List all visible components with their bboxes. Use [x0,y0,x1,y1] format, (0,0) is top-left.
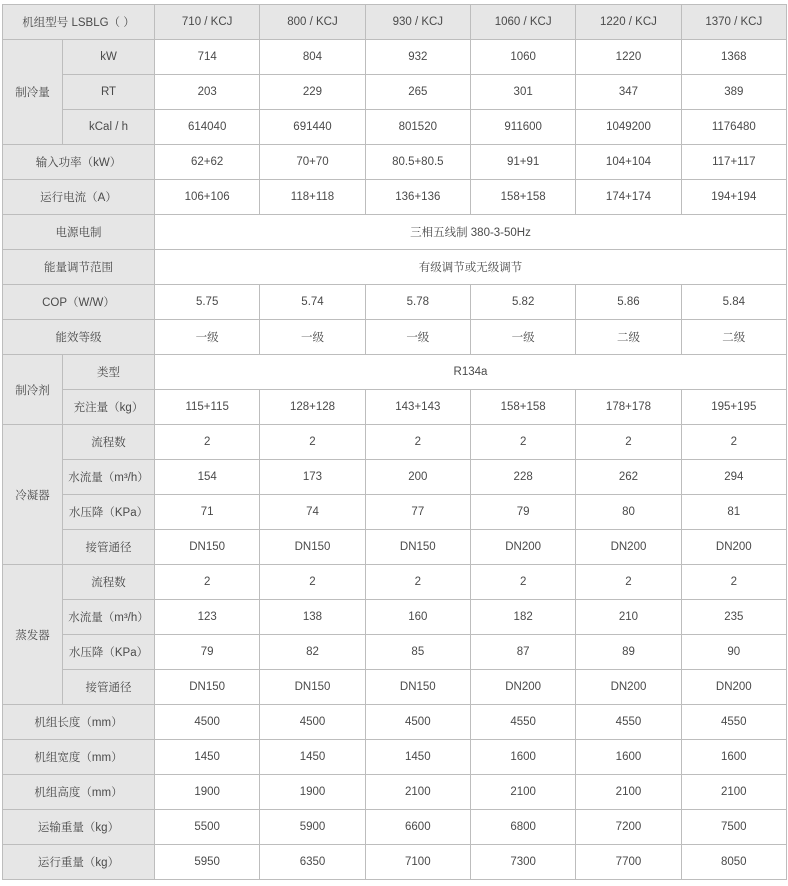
width-value: 1600 [576,740,681,775]
evaporator-flow-row [3,600,787,635]
operating-weight-value: 5950 [155,845,260,880]
cooling-value: 1368 [681,40,786,75]
capacity-control-value: 有级调节或无级调节 [155,250,787,285]
cooling-value: 1176480 [681,110,786,145]
cooling-value: 301 [470,75,575,110]
running-current-row [3,180,787,215]
cop-value: 5.84 [681,285,786,320]
condenser-pressure-drop-row [3,495,787,530]
condenser-value: 294 [681,460,786,495]
cooling-kcal-row [3,110,787,145]
condenser-value: 77 [365,495,470,530]
width-label: 机组宽度（mm） [3,740,155,775]
condenser-flow-row [3,460,787,495]
model-header: 1060 / KCJ [470,5,575,40]
refrigerant-type-row [3,355,787,390]
length-value: 4550 [576,705,681,740]
shipping-weight-value: 5900 [260,810,365,845]
condenser-value: 2 [155,425,260,460]
energy-grade-value: 二级 [681,320,786,355]
height-value: 2100 [576,775,681,810]
refrigerant-charge-value: 195+195 [681,390,786,425]
cooling-value: 911600 [470,110,575,145]
energy-grade-label: 能效等级 [3,320,155,355]
power-input-value: 80.5+80.5 [365,145,470,180]
power-input-value: 70+70 [260,145,365,180]
refrigerant-charge-label: 充注量（kg） [63,390,155,425]
height-value: 2100 [681,775,786,810]
cooling-unit-label: RT [63,75,155,110]
operating-weight-value: 8050 [681,845,786,880]
length-value: 4500 [260,705,365,740]
cop-value: 5.86 [576,285,681,320]
height-value: 2100 [470,775,575,810]
condenser-value: 2 [365,425,470,460]
evaporator-row-label: 水流量（m³/h） [63,600,155,635]
cop-value: 5.74 [260,285,365,320]
length-value: 4500 [365,705,470,740]
condenser-value: 71 [155,495,260,530]
evaporator-value: 85 [365,635,470,670]
evaporator-value: DN200 [470,670,575,705]
cop-label: COP（W/W） [3,285,155,320]
model-header: 710 / KCJ [155,5,260,40]
power-input-value: 91+91 [470,145,575,180]
shipping-weight-label: 运输重量（kg） [3,810,155,845]
shipping-weight-value: 6800 [470,810,575,845]
evaporator-value: 2 [365,565,470,600]
refrigerant-charge-value: 143+143 [365,390,470,425]
condenser-value: DN200 [681,530,786,565]
refrigerant-charge-value: 158+158 [470,390,575,425]
condenser-row-label: 流程数 [63,425,155,460]
energy-grade-value: 一级 [260,320,365,355]
cooling-value: 229 [260,75,365,110]
running-current-value: 174+174 [576,180,681,215]
energy-grade-value: 一级 [365,320,470,355]
header-row [3,5,787,40]
model-header: 1370 / KCJ [681,5,786,40]
power-input-value: 104+104 [576,145,681,180]
evaporator-value: 2 [470,565,575,600]
evaporator-passes-row [3,565,787,600]
evaporator-value: 123 [155,600,260,635]
cooling-unit-label: kCal / h [63,110,155,145]
operating-weight-value: 7100 [365,845,470,880]
model-header: 930 / KCJ [365,5,470,40]
length-value: 4550 [681,705,786,740]
power-supply-label: 电源电制 [3,215,155,250]
running-current-value: 118+118 [260,180,365,215]
height-value: 1900 [155,775,260,810]
evaporator-pipe-row [3,670,787,705]
shipping-weight-value: 7500 [681,810,786,845]
condenser-value: 79 [470,495,575,530]
evaporator-value: 160 [365,600,470,635]
condenser-value: 262 [576,460,681,495]
cooling-value: 614040 [155,110,260,145]
energy-grade-value: 二级 [576,320,681,355]
condenser-value: 2 [576,425,681,460]
power-supply-value: 三相五线制 380-3-50Hz [155,215,787,250]
power-supply-row [3,215,787,250]
refrigerant-charge-value: 128+128 [260,390,365,425]
shipping-weight-row [3,810,787,845]
cooling-value: 714 [155,40,260,75]
condenser-value: 228 [470,460,575,495]
evaporator-value: DN150 [365,670,470,705]
operating-weight-row [3,845,787,880]
condenser-value: 80 [576,495,681,530]
condenser-passes-row [3,425,787,460]
cooling-unit-label: kW [63,40,155,75]
evaporator-value: 182 [470,600,575,635]
model-header-label: 机组型号 LSBLG（ ） [3,5,155,40]
evaporator-group-label: 蒸发器 [3,565,63,705]
operating-weight-value: 6350 [260,845,365,880]
running-current-value: 158+158 [470,180,575,215]
cooling-value: 265 [365,75,470,110]
operating-weight-label: 运行重量（kg） [3,845,155,880]
cooling-group-label: 制冷量 [3,40,63,145]
condenser-row-label: 接管通径 [63,530,155,565]
cop-row [3,285,787,320]
model-header: 800 / KCJ [260,5,365,40]
evaporator-value: 138 [260,600,365,635]
condenser-row-label: 水流量（m³/h） [63,460,155,495]
condenser-value: DN200 [470,530,575,565]
power-input-row [3,145,787,180]
cooling-kw-row [3,40,787,75]
length-value: 4550 [470,705,575,740]
evaporator-value: 87 [470,635,575,670]
cooling-value: 1220 [576,40,681,75]
operating-weight-value: 7300 [470,845,575,880]
condenser-group-label: 冷凝器 [3,425,63,565]
power-input-value: 117+117 [681,145,786,180]
cop-value: 5.78 [365,285,470,320]
condenser-value: DN150 [365,530,470,565]
evaporator-value: 2 [260,565,365,600]
evaporator-value: DN200 [576,670,681,705]
running-current-value: 106+106 [155,180,260,215]
refrigerant-group-label: 制冷剂 [3,355,63,425]
evaporator-value: 2 [155,565,260,600]
cooling-value: 389 [681,75,786,110]
evaporator-value: DN150 [260,670,365,705]
evaporator-row-label: 接管通径 [63,670,155,705]
condenser-value: DN200 [576,530,681,565]
evaporator-value: 2 [576,565,681,600]
cooling-value: 801520 [365,110,470,145]
evaporator-row-label: 水压降（KPa） [63,635,155,670]
cooling-rt-row [3,75,787,110]
cooling-value: 1060 [470,40,575,75]
height-row [3,775,787,810]
evaporator-value: DN150 [155,670,260,705]
evaporator-pressure-drop-row [3,635,787,670]
refrigerant-type-label: 类型 [63,355,155,390]
refrigerant-charge-value: 178+178 [576,390,681,425]
evaporator-value: 89 [576,635,681,670]
condenser-value: DN150 [260,530,365,565]
width-value: 1450 [365,740,470,775]
cop-value: 5.75 [155,285,260,320]
cop-value: 5.82 [470,285,575,320]
condenser-pipe-row [3,530,787,565]
refrigerant-type-value: R134a [155,355,787,390]
shipping-weight-value: 6600 [365,810,470,845]
condenser-value: 2 [470,425,575,460]
model-header: 1220 / KCJ [576,5,681,40]
evaporator-value: 235 [681,600,786,635]
cooling-value: 347 [576,75,681,110]
cooling-value: 804 [260,40,365,75]
evaporator-value: 82 [260,635,365,670]
width-row [3,740,787,775]
cooling-value: 203 [155,75,260,110]
height-label: 机组高度（mm） [3,775,155,810]
length-value: 4500 [155,705,260,740]
power-input-label: 输入功率（kW） [3,145,155,180]
condenser-value: DN150 [155,530,260,565]
condenser-row-label: 水压降（KPa） [63,495,155,530]
width-value: 1450 [155,740,260,775]
energy-grade-value: 一级 [155,320,260,355]
cooling-value: 691440 [260,110,365,145]
width-value: 1600 [470,740,575,775]
condenser-value: 74 [260,495,365,530]
evaporator-row-label: 流程数 [63,565,155,600]
evaporator-value: 79 [155,635,260,670]
energy-grade-row [3,320,787,355]
width-value: 1450 [260,740,365,775]
spec-table [2,4,787,880]
width-value: 1600 [681,740,786,775]
running-current-value: 194+194 [681,180,786,215]
condenser-value: 2 [260,425,365,460]
power-input-value: 62+62 [155,145,260,180]
capacity-control-row [3,250,787,285]
condenser-value: 200 [365,460,470,495]
evaporator-value: DN200 [681,670,786,705]
cooling-value: 1049200 [576,110,681,145]
evaporator-value: 210 [576,600,681,635]
length-row [3,705,787,740]
capacity-control-label: 能量调节范围 [3,250,155,285]
condenser-value: 154 [155,460,260,495]
condenser-value: 81 [681,495,786,530]
cooling-value: 932 [365,40,470,75]
height-value: 2100 [365,775,470,810]
condenser-value: 2 [681,425,786,460]
running-current-value: 136+136 [365,180,470,215]
operating-weight-value: 7700 [576,845,681,880]
length-label: 机组长度（mm） [3,705,155,740]
condenser-value: 173 [260,460,365,495]
height-value: 1900 [260,775,365,810]
refrigerant-charge-value: 115+115 [155,390,260,425]
shipping-weight-value: 5500 [155,810,260,845]
refrigerant-charge-row [3,390,787,425]
evaporator-value: 90 [681,635,786,670]
evaporator-value: 2 [681,565,786,600]
running-current-label: 运行电流（A） [3,180,155,215]
energy-grade-value: 一级 [470,320,575,355]
shipping-weight-value: 7200 [576,810,681,845]
